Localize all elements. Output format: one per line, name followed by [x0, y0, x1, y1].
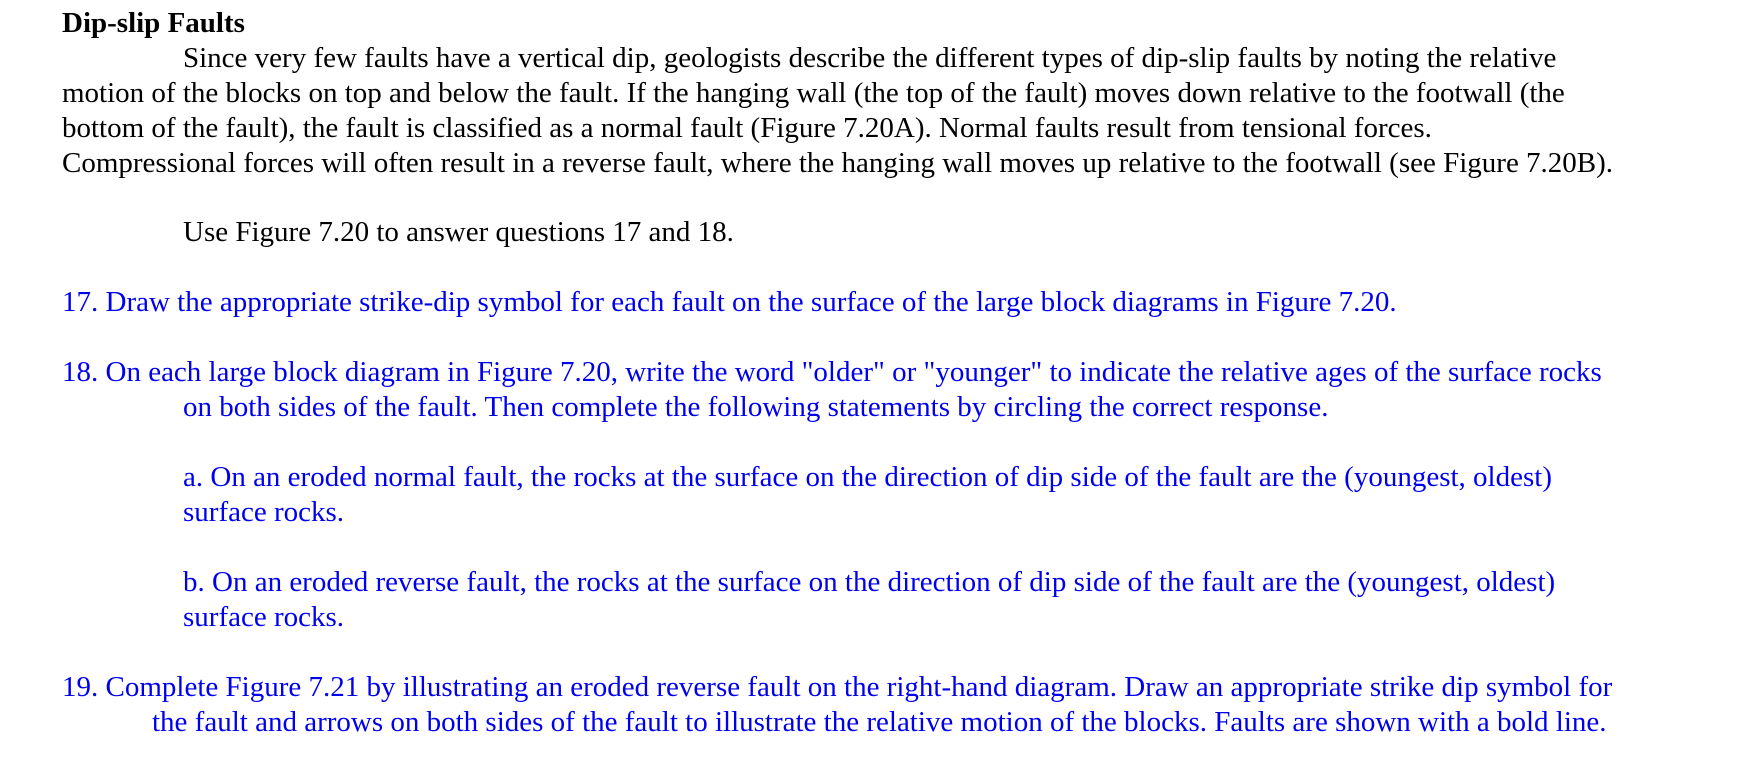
question-18b-line-2: surface rocks.: [183, 601, 345, 633]
question-19-line-1: 19. Complete Figure 7.21 by illustrating an eroded reverse fault on the right-hand diagram. Draw an appropriate strike dip symbol for: [62, 671, 1613, 703]
question-18-line-1: 18. On each large block diagram in Figure 7.20, write the word "older" or "younger" to indicate the relative ages of the surface rocks: [62, 356, 1602, 388]
section-heading: Dip-slip Faults: [62, 7, 245, 39]
question-18-line-2: on both sides of the fault. Then complete the following statements by circling the correct response.: [183, 391, 1329, 423]
intro-paragraph-line-2: motion of the blocks on top and below the fault. If the hanging wall (the top of the fault) moves down relative to the footwall (the: [62, 77, 1565, 109]
intro-paragraph-line-4: Compressional forces will often result in a reverse fault, where the hanging wall moves up relative to the footwall (see Figure 7.20B).: [62, 147, 1614, 179]
figure-instruction: Use Figure 7.20 to answer questions 17 and 18.: [183, 216, 734, 248]
intro-paragraph-line-3: bottom of the fault), the fault is classified as a normal fault (Figure 7.20A). Normal faults result from tensional forces.: [62, 112, 1432, 144]
question-18a-line-1: a. On an eroded normal fault, the rocks at the surface on the direction of dip side of the fault are the (youngest, oldest): [183, 461, 1552, 493]
question-18b-line-1: b. On an eroded reverse fault, the rocks at the surface on the direction of dip side of the fault are the (youngest, oldest): [183, 566, 1556, 598]
question-18a-line-2: surface rocks.: [183, 496, 345, 528]
question-17: 17. Draw the appropriate strike-dip symbol for each fault on the surface of the large block diagrams in Figure 7.20.: [62, 286, 1397, 318]
intro-paragraph-line-1: Since very few faults have a vertical dip, geologists describe the different types of dip-slip faults by noting the relative: [183, 42, 1557, 74]
question-19-line-2: the fault and arrows on both sides of the fault to illustrate the relative motion of the blocks. Faults are shown with a bold line.: [152, 706, 1607, 738]
